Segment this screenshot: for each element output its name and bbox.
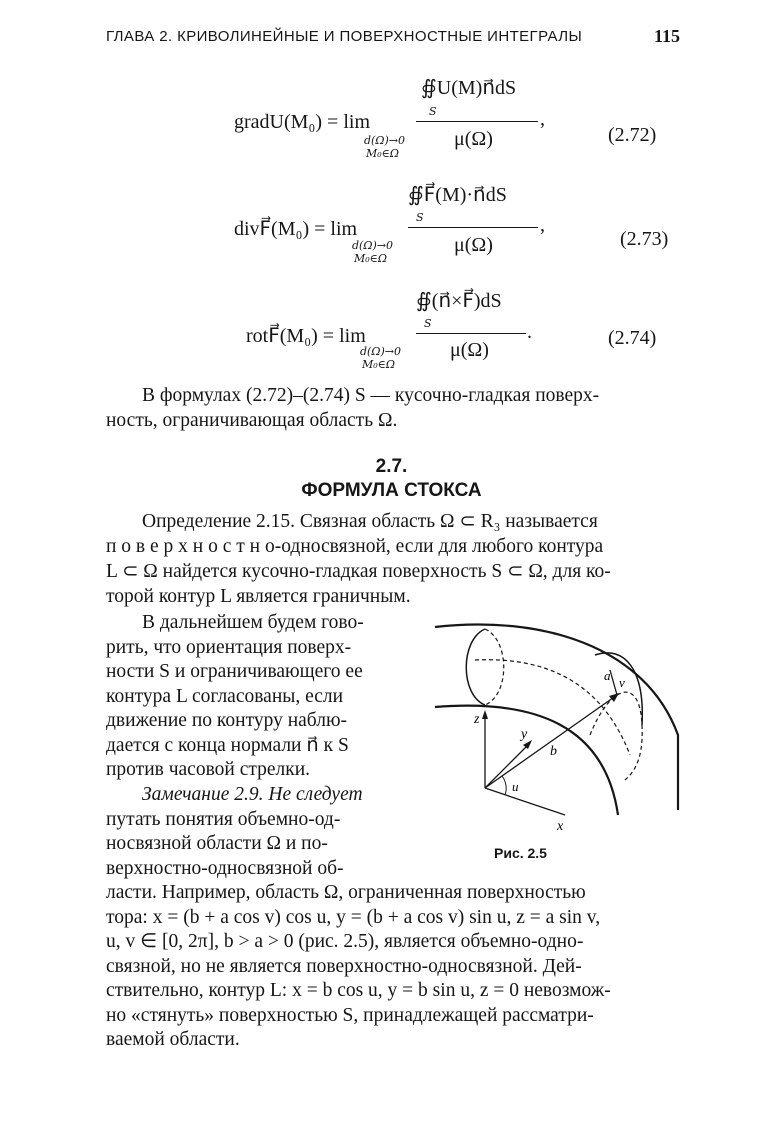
formula-lhs: divF⃗(M₀) = lim	[234, 218, 358, 240]
formula-punct: .	[527, 321, 532, 343]
formula-lhs: rotF⃗(M₀) = lim	[246, 325, 366, 347]
formula-punct: ,	[540, 214, 545, 236]
formula-lhs: gradU(M₀) = lim	[234, 111, 371, 133]
remark-line: Замечание 2.9. Не следует	[142, 784, 363, 805]
figure-torus	[430, 615, 685, 865]
cross-section-back	[485, 629, 504, 705]
page-number: 115	[653, 26, 680, 46]
definition-line: Определение 2.15. Связная область Ω ⊂ R₃ называется	[142, 511, 598, 532]
narrow-text-line: движение по контуру наблю-	[106, 710, 348, 731]
paragraph-line: u, v ∈ [0, 2π], b > a > 0 (рис. 2.5), является объемно-одно-	[106, 931, 584, 952]
z-arrow	[482, 710, 488, 719]
narrow-text-line: верхностно-односвязной об-	[106, 858, 344, 879]
paragraph-line: ствительно, контур L: x = b cos u, y = b sin u, z = 0 невозмож-	[106, 980, 611, 1001]
section-title: ФОРМУЛА СТОКСА	[301, 480, 482, 501]
narrow-text-line: дается с конца нормали n⃗ к S	[106, 735, 349, 756]
definition-line: L ⊂ Ω найдется кусочно-гладкая поверхность S ⊂ Ω, для ко-	[106, 561, 611, 582]
fraction-line	[416, 121, 538, 122]
narrow-text-line: путать понятия объемно-од-	[106, 809, 341, 830]
figure-caption: Рис. 2.5	[494, 845, 547, 861]
paragraph-line: ность, ограничивающая область Ω.	[106, 410, 398, 431]
equation-number: (2.72)	[608, 124, 657, 146]
label-y: y	[521, 727, 528, 742]
definition-line: п о в е р х н о с т н о-односвязной, если для любого контура	[106, 536, 604, 557]
formula-numerator: ∯F⃗(M)·n⃗dS	[408, 184, 507, 206]
label-v: v	[619, 675, 625, 690]
paragraph-line: ласти. Например, область Ω, ограниченная поверхностью	[106, 882, 586, 903]
b-arrow	[609, 693, 619, 702]
equation-number: (2.73)	[620, 228, 669, 250]
narrow-text-line: В дальнейшем будем гово-	[142, 612, 364, 633]
label-a: a	[604, 668, 611, 683]
formula-numerator: ∯(n⃗×F⃗)dS	[416, 290, 502, 312]
paragraph-line: ваемой области.	[106, 1029, 240, 1050]
formula-denominator: μ(Ω)	[450, 339, 489, 361]
fraction-line	[416, 333, 526, 334]
narrow-text-line: ности S и ограничивающего ее	[106, 661, 363, 682]
paragraph-line: В формулах (2.72)–(2.74) S — кусочно-гладкая поверх-	[142, 385, 600, 406]
limit-condition: M₀∈Ω	[354, 252, 387, 265]
narrow-text-line: рить, что ориентация поверх-	[106, 637, 352, 658]
y-axis	[485, 743, 530, 788]
formula-denominator: μ(Ω)	[454, 234, 493, 256]
angle-u-arc	[502, 776, 506, 795]
integral-surface-label: S	[429, 105, 437, 118]
a-radius	[610, 670, 617, 695]
narrow-text-line: против часовой стрелки.	[106, 759, 311, 780]
label-x: x	[557, 819, 564, 834]
formula-denominator: μ(Ω)	[454, 128, 493, 150]
label-u: u	[512, 779, 519, 794]
cross-section-front	[466, 629, 485, 705]
formula-numerator: ∯U(M)n⃗dS	[421, 77, 517, 99]
limit-condition: M₀∈Ω	[362, 358, 395, 371]
limit-condition: d(Ω)→0	[360, 345, 401, 358]
label-b: b	[550, 744, 557, 759]
narrow-text-line: носвязной области Ω и по-	[106, 833, 328, 854]
integral-surface-label: S	[416, 211, 424, 224]
limit-condition: d(Ω)→0	[352, 239, 393, 252]
limit-condition: d(Ω)→0	[364, 134, 405, 147]
section-number: 2.7.	[375, 456, 408, 477]
formula-punct: ,	[540, 108, 545, 130]
fraction-line	[408, 227, 538, 228]
running-header	[106, 28, 680, 45]
torus-inner-edge	[435, 706, 618, 815]
paragraph-line: но «стянуть» поверхностью S, принадлежащей рассматри-	[106, 1005, 594, 1026]
chapter-title: ГЛАВА 2. КРИВОЛИНЕЙНЫЕ И ПОВЕРХНОСТНЫЕ ИНТЕГРАЛЫ	[106, 28, 583, 45]
narrow-text-line: контура L согласованы, если	[106, 686, 344, 707]
integral-surface-label: S	[424, 317, 432, 330]
equation-number: (2.74)	[608, 327, 657, 349]
definition-line: торой контур L является граничным.	[106, 586, 411, 607]
limit-condition: M₀∈Ω	[366, 147, 399, 160]
label-z: z	[474, 712, 480, 727]
paragraph-line: тора: x = (b + a cos v) cos u, y = (b + a cos v) sin u, z = a sin v,	[106, 907, 601, 928]
x-axis	[485, 788, 565, 815]
cross-section-right-back	[590, 692, 642, 780]
paragraph-line: связной, но не является поверхностно-односвязной. Дей-	[106, 956, 582, 977]
